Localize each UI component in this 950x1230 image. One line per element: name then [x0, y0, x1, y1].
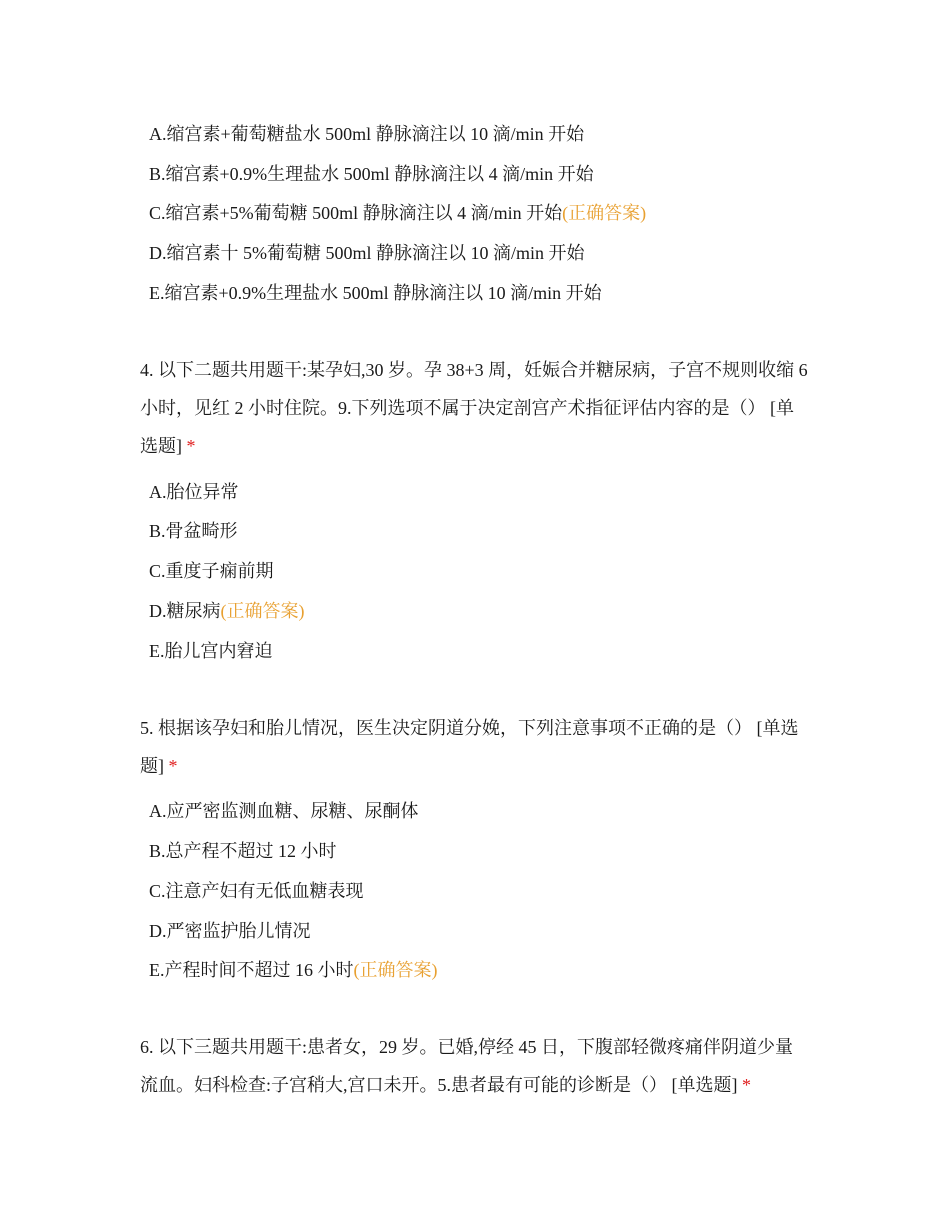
option-text: B.缩宫素+0.9%生理盐水 500ml 静脉滴注以 4 滴/min 开始 [149, 164, 594, 184]
q3-option-e[interactable] [149, 281, 602, 305]
option-text: A.胎位异常 [149, 482, 239, 502]
required-marker: * [742, 1075, 751, 1095]
q4-stem [140, 351, 810, 465]
question-text: 5. 根据该孕妇和胎儿情况，医生决定阴道分娩，下列注意事项不正确的是（） [单选题] [140, 718, 799, 776]
q4-option-a[interactable] [149, 480, 239, 504]
question-text: 4. 以下二题共用题干:某孕妇,30 岁。孕 38+3 周，妊娠合并糖尿病，子宫不规则收缩 6 小时，见红 2 小时住院。9.下列选项不属于决定剖宫产术指征评估内容的是（） [单选题] [140, 360, 808, 456]
q3-option-d[interactable] [149, 241, 585, 265]
option-text: B.总产程不超过 12 小时 [149, 841, 337, 861]
q5-option-b[interactable] [149, 839, 337, 863]
q4-option-e[interactable] [149, 639, 273, 663]
q5-option-d[interactable] [149, 919, 311, 943]
q4-option-c[interactable] [149, 559, 274, 583]
q3-option-c[interactable] [149, 201, 646, 225]
q5-stem [140, 709, 810, 785]
q3-option-b[interactable] [149, 162, 594, 186]
option-text: D.糖尿病 [149, 601, 221, 621]
option-text: C.重度子痫前期 [149, 561, 274, 581]
q4-option-d[interactable] [149, 599, 305, 623]
q5-option-e[interactable] [149, 958, 438, 982]
correct-answer-marker: (正确答案) [562, 203, 647, 223]
correct-answer-marker: (正确答案) [353, 960, 438, 980]
option-text: E.胎儿宫内窘迫 [149, 641, 273, 661]
option-text: A.应严密监测血糖、尿糖、尿酮体 [149, 801, 419, 821]
q6-stem [140, 1028, 810, 1104]
option-text: C.注意产妇有无低血糖表现 [149, 881, 364, 901]
correct-answer-marker: (正确答案) [220, 601, 305, 621]
question-text: 6. 以下三题共用题干:患者女，29 岁。已婚,停经 45 日，下腹部轻微疼痛伴阴道少量流血。妇科检查:子宫稍大,宫口未开。5.患者最有可能的诊断是（） [单选题] [140, 1037, 793, 1095]
option-text: A.缩宫素+葡萄糖盐水 500ml 静脉滴注以 10 滴/min 开始 [149, 124, 585, 144]
q4-option-b[interactable] [149, 519, 238, 543]
q5-option-c[interactable] [149, 879, 364, 903]
option-text: E.产程时间不超过 16 小时 [149, 960, 354, 980]
option-text: D.缩宫素十 5%葡萄糖 500ml 静脉滴注以 10 滴/min 开始 [149, 243, 585, 263]
option-text: D.严密监护胎儿情况 [149, 921, 311, 941]
option-text: C.缩宫素+5%葡萄糖 500ml 静脉滴注以 4 滴/min 开始 [149, 203, 563, 223]
required-marker: * [186, 436, 196, 456]
option-text: B.骨盆畸形 [149, 521, 238, 541]
option-text: E.缩宫素+0.9%生理盐水 500ml 静脉滴注以 10 滴/min 开始 [149, 283, 602, 303]
required-marker: * [168, 756, 178, 776]
q3-option-a[interactable] [149, 122, 584, 146]
q5-option-a[interactable] [149, 799, 419, 823]
